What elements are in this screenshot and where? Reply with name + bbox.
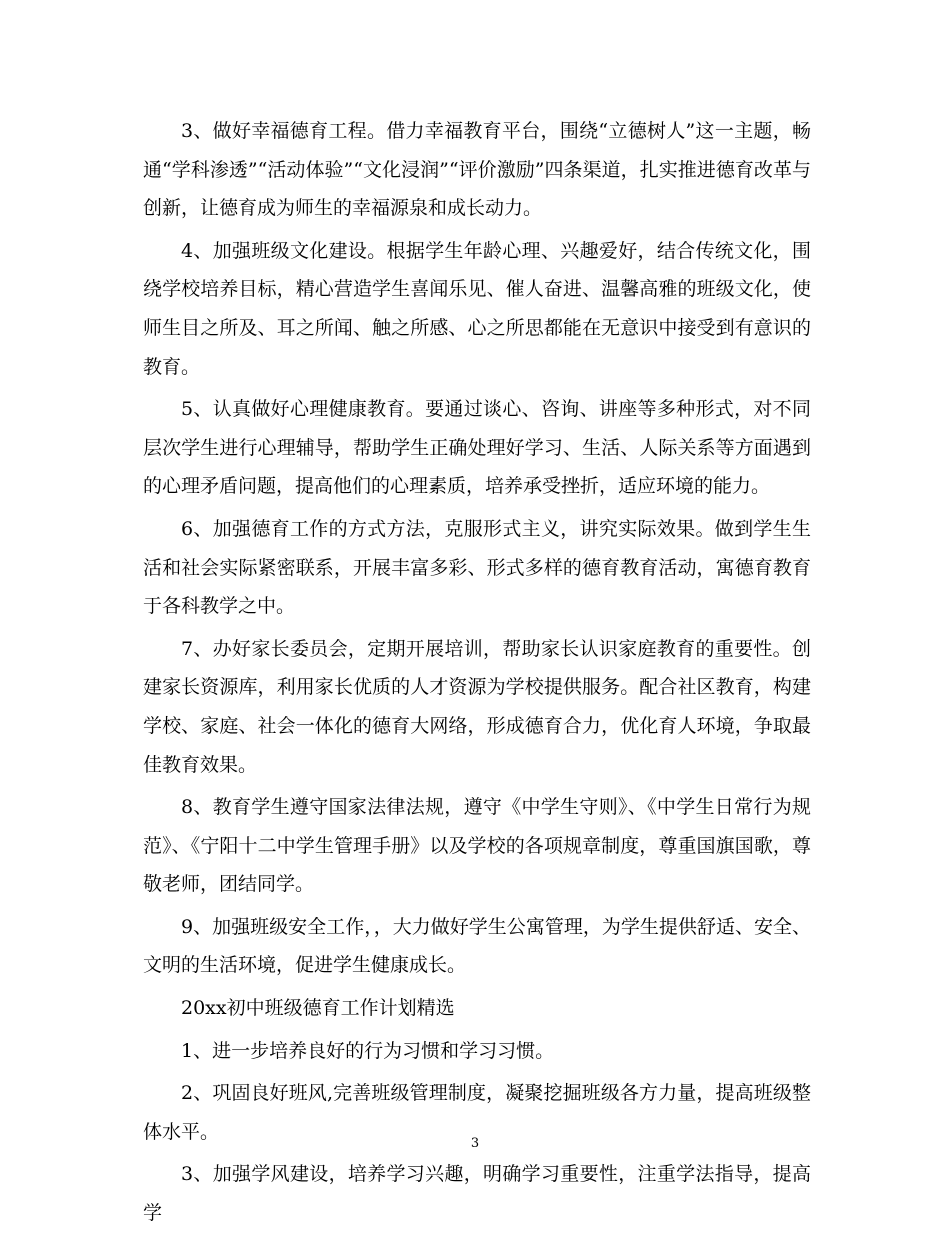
paragraph-item-9-safety: 9、加强班级安全工作，，大力做好学生公寓管理，为学生提供舒适、安全、文明的生活环境，促进学生健康成长。 <box>143 915 811 977</box>
paragraph-item-8-rules: 8、教育学生遵守国家法律法规，遵守《中学生守则》、《中学生日常行为规范》、《宁阳十二中学生管理手册》以及学校的各项规章制度，尊重国旗国歌，尊敬老师，团结同学。 <box>143 796 811 896</box>
paragraph-item-3-moral-project: 3、做好幸福德育工程。借力幸福教育平台，围绕“立德树人”这一主题，畅通“学科渗透”“活动体验”“文化浸润”“评价激励”四条渠道，扎实推进德育改革与创新，让德育成为师生的幸福源泉和成长动力。 <box>143 120 811 220</box>
paragraph-item-1-habits: 1、进一步培养良好的行为习惯和学习习惯。 <box>181 1039 555 1062</box>
paragraph-item-6-methods: 6、加强德育工作的方式方法，克服形式主义，讲究实际效果。做到学生生活和社会实际紧密联系，开展丰富多彩、形式多样的德育教育活动，寓德育教育于各科教学之中。 <box>143 517 811 618</box>
paragraph-item-3-study-style: 3、加强学风建设，培养学习兴趣，明确学习重要性，注重学法指导，提高学 <box>143 1163 811 1225</box>
document-body <box>143 112 811 1237</box>
paragraph-item-4-class-culture: 4、加强班级文化建设。根据学生年龄心理、兴趣爱好，结合传统文化，围绕学校培养目标，精心营造学生喜闻乐见、催人奋进、温馨高雅的班级文化，使师生目之所及、耳之所闻、触之所感、心之所思都能在无意识中接受到有意识的教育。 <box>143 239 811 378</box>
page-number: 3 <box>470 1136 480 1151</box>
paragraph-item-7-parent-committee: 7、办好家长委员会，定期开展培训，帮助家长认识家庭教育的重要性。创建家长资源库，利用家长优质的人才资源为学校提供服务。配合社区教育，构建学校、家庭、社会一体化的德育大网络，形成德育合力，优化育人环境，争取最佳教育效果。 <box>143 637 811 776</box>
section-heading: 20xx初中班级德育工作计划精选 <box>181 997 455 1020</box>
paragraph-item-5-mental-health: 5、认真做好心理健康教育。要通过谈心、咨询、讲座等多种形式，对不同层次学生进行心理辅导，帮助学生正确处理好学习、生活、人际关系等方面遇到的心理矛盾问题，提高他们的心理素质，培养承受挫折，适应环境的能力。 <box>143 398 811 498</box>
paragraph-item-2-class-style: 2、巩固良好班风,完善班级管理制度，凝聚挖掘班级各方力量，提高班级整体水平。 <box>143 1082 811 1143</box>
